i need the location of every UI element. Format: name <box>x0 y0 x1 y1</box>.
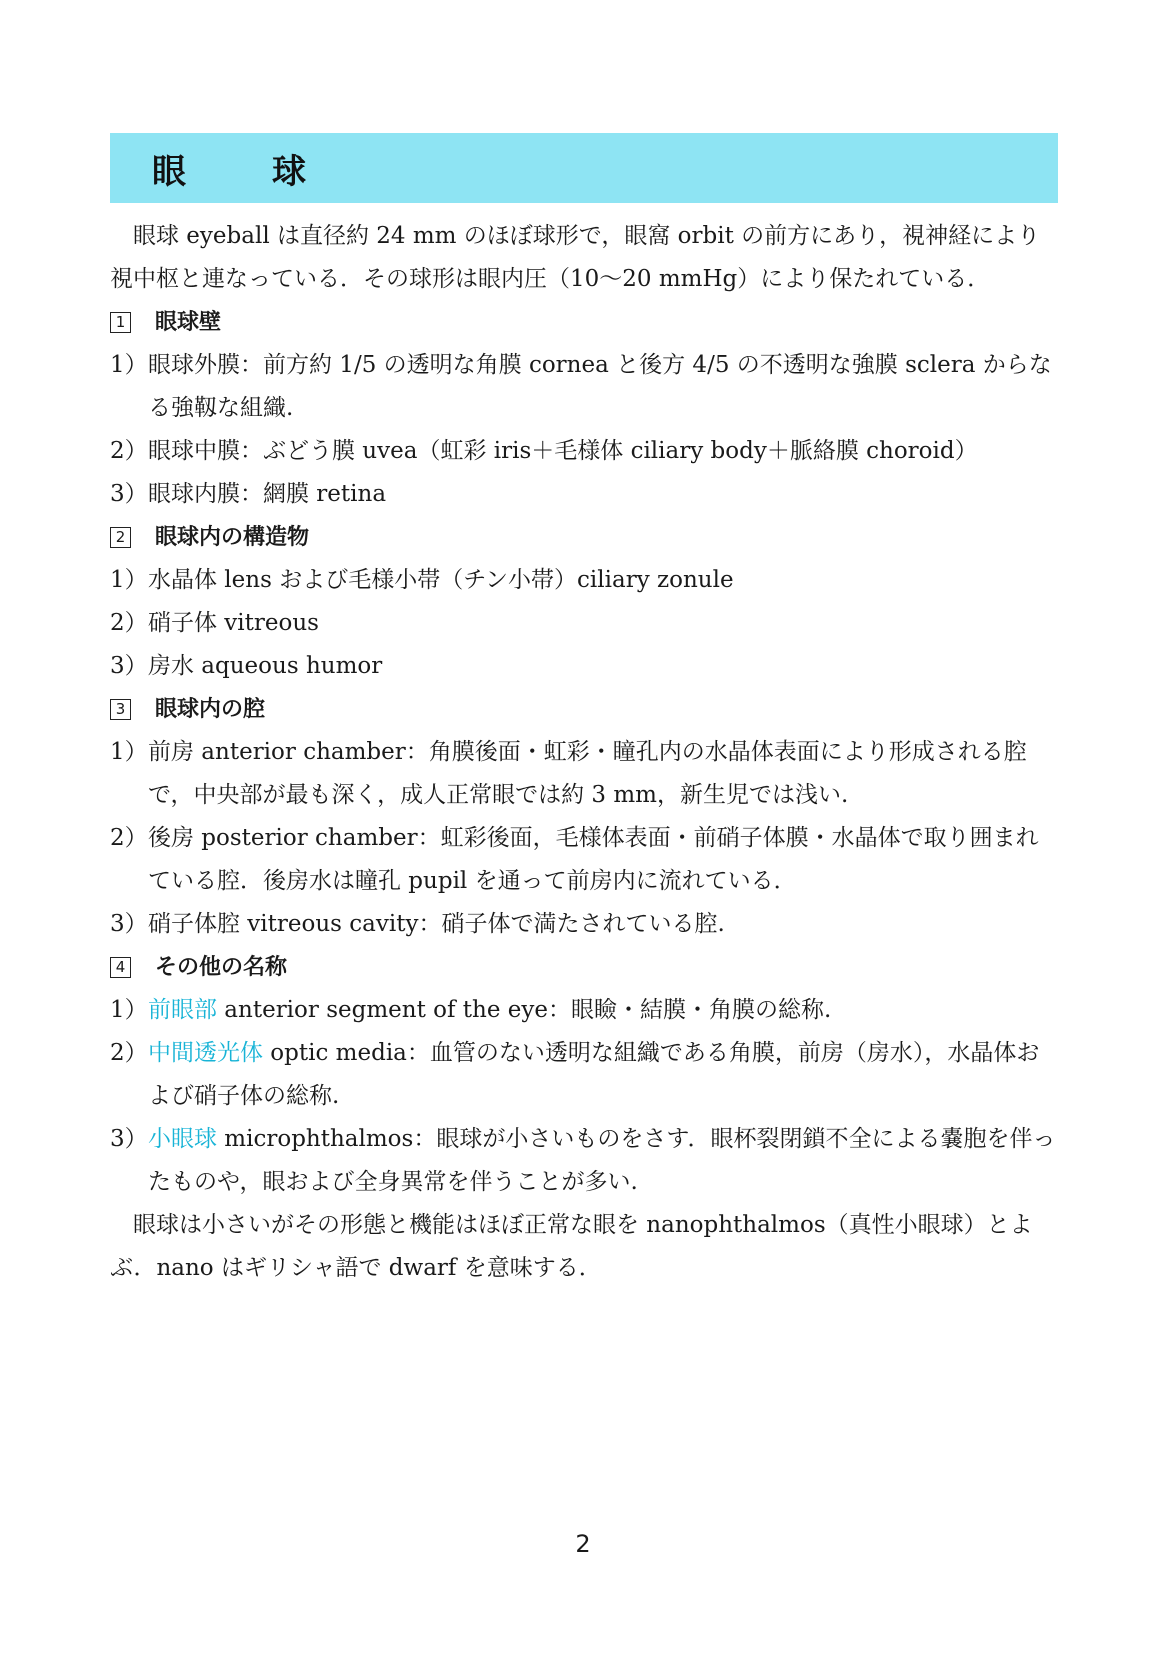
term-highlight: 小眼球 <box>148 1126 217 1152</box>
section-number-box: 1 <box>110 312 131 333</box>
list-item <box>110 731 1058 817</box>
section-heading-4 <box>110 946 1058 989</box>
item-number: 1） <box>110 997 148 1023</box>
item-number: 3） <box>110 911 148 937</box>
item-number: 2） <box>110 610 148 636</box>
item-body <box>148 989 1058 1032</box>
list-item <box>110 344 1058 430</box>
body-text <box>110 215 1058 1290</box>
item-body <box>148 1118 1058 1204</box>
item-number: 3） <box>110 653 148 679</box>
section-title-bar <box>110 133 1058 203</box>
section-heading-2 <box>110 516 1058 559</box>
item-number: 2） <box>110 825 148 851</box>
item-text: anterior segment of the eye：眼瞼・結膜・角膜の総称. <box>217 997 832 1023</box>
list-item <box>110 602 1058 645</box>
item-number: 2） <box>110 1040 148 1066</box>
list-item <box>110 817 1058 903</box>
term-highlight: 中間透光体 <box>148 1040 263 1066</box>
term-highlight: 前眼部 <box>148 997 217 1023</box>
page-number: 2 <box>575 1530 591 1558</box>
list-item <box>110 645 1058 688</box>
section-number-box: 2 <box>110 527 131 548</box>
item-number: 2） <box>110 438 148 464</box>
section-heading-text: その他の名称 <box>155 955 288 980</box>
item-number: 1） <box>110 739 148 765</box>
list-item <box>110 989 1058 1032</box>
item-text: 硝子体 vitreous <box>148 610 319 636</box>
list-item <box>110 559 1058 602</box>
item-text: optic media：血管のない透明な組織である角膜，前房（房水），水晶体および硝子体の総称. <box>148 1040 1040 1109</box>
item-text: 眼球外膜：前方約 1/5 の透明な角膜 cornea と後方 4/5 の不透明な強膜 sclera からなる強靱な組織. <box>148 352 1052 421</box>
item-text: 眼球内膜：網膜 retina <box>148 481 387 507</box>
section-heading-1 <box>110 301 1058 344</box>
list-item <box>110 903 1058 946</box>
page-content <box>110 133 1058 1290</box>
item-number: 1） <box>110 352 148 378</box>
item-text: 前房 anterior chamber：角膜後面・虹彩・瞳孔内の水晶体表面により形成される腔で，中央部が最も深く，成人正常眼では約 3 mm，新生児では浅い. <box>148 739 1027 808</box>
section-number-box: 4 <box>110 957 131 978</box>
item-number: 1） <box>110 567 148 593</box>
page-title: 眼 球 <box>152 151 332 192</box>
item-text: 後房 posterior chamber：虹彩後面，毛様体表面・前硝子体膜・水晶体で取り囲まれている腔．後房水は瞳孔 pupil を通って前房内に流れている． <box>148 825 1039 894</box>
section-heading-text: 眼球内の構造物 <box>155 525 310 550</box>
list-item <box>110 1032 1058 1118</box>
item-text: 眼球中膜：ぶどう膜 uvea（虹彩 iris＋毛様体 ciliary body＋脈絡膜 choroid） <box>148 438 978 464</box>
item-text: 房水 aqueous humor <box>148 653 383 679</box>
section-heading-3 <box>110 688 1058 731</box>
list-item <box>110 1118 1058 1204</box>
intro-paragraph: 眼球 eyeball は直径約 24 mm のほぼ球形で，眼窩 orbit の前方にあり，視神経により視中枢と連なっている．その球形は眼内圧（10〜20 mmHg）により保たれている． <box>110 223 1041 292</box>
section-number-box: 3 <box>110 699 131 720</box>
list-item <box>110 430 1058 473</box>
list-item <box>110 473 1058 516</box>
item-number: 3） <box>110 481 148 507</box>
section-heading-text: 眼球壁 <box>155 310 222 335</box>
section-heading-text: 眼球内の腔 <box>155 697 266 722</box>
item-text: microphthalmos：眼球が小さいものをさす．眼杯裂閉鎖不全による嚢胞を伴ったものや，眼および全身異常を伴うことが多い. <box>148 1126 1056 1195</box>
closing-paragraph: 眼球は小さいがその形態と機能はほぼ正常な眼を nanophthalmos（真性小眼球）とよぶ．nano はギリシャ語で dwarf を意味する． <box>110 1212 1033 1281</box>
item-number: 3） <box>110 1126 148 1152</box>
item-text: 硝子体腔 vitreous cavity：硝子体で満たされている腔. <box>148 911 725 937</box>
item-text: 水晶体 lens および毛様小帯（チン小帯）ciliary zonule <box>148 567 734 593</box>
item-body <box>148 1032 1058 1118</box>
